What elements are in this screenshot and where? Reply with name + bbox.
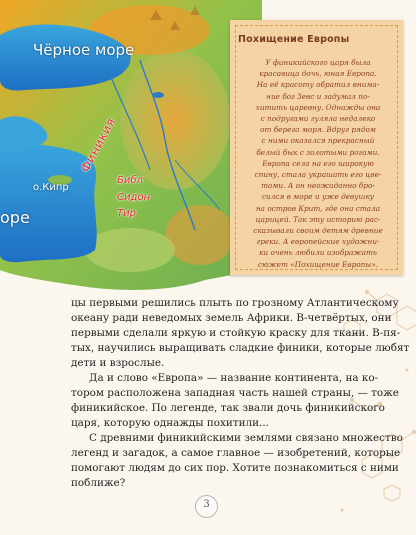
- sidebar-note: [230, 20, 403, 275]
- body-line: тором расположена западная часть нашей страны, — тоже: [71, 387, 399, 399]
- sidebar-line: сюжет «Похищение Европы».: [257, 259, 379, 269]
- body-line: С древними финикийскими землями связано множество: [89, 432, 403, 444]
- body-line: помогают людям до сих пор. Хотите познакомиться с ними: [71, 462, 399, 474]
- sidebar-line: тами. А он неожиданно бро-: [261, 181, 375, 191]
- sidebar-line: спину, стала украшать его цве-: [254, 170, 382, 180]
- body-line: царя, которую однажды похитили...: [71, 417, 269, 429]
- sidebar-line: сился в море и уже девушку: [261, 192, 375, 202]
- sea-fragment-label: оре: [0, 208, 30, 227]
- map-illustration: [0, 0, 262, 292]
- sidebar-line: ние бог Зевс и задумал по-: [266, 91, 370, 101]
- body-line: океану ради неведомых земель Африки. В-четвёртых, они: [71, 312, 392, 324]
- sidebar-line: Европа села на его широкую: [262, 158, 374, 168]
- sidebar-line: с подругами гуляла недалеко: [260, 114, 376, 124]
- sidebar-line: царицей. Так эту историю рас-: [255, 214, 381, 224]
- sidebar-line: греки. А европейские художни-: [256, 237, 380, 247]
- sidebar-line: от берега моря. Вдруг рядом: [260, 125, 376, 135]
- body-line: тых, научились выращивать сладкие финики, которые любят: [71, 342, 410, 354]
- city-byblos-label: Библ: [117, 175, 143, 186]
- cyprus-label: о.Кипр: [33, 182, 69, 193]
- sidebar-line: сказывали своим детям древние: [253, 226, 383, 236]
- body-line: финикийское. По легенде, так звали дочь финикийского: [71, 402, 385, 414]
- black-sea-label: Чёрное море: [33, 41, 135, 59]
- city-sidon-label: Сидон: [117, 192, 151, 203]
- city-tyre-label: Тир: [117, 208, 136, 219]
- body-line: Да и слово «Европа» — название континента, на ко-: [89, 372, 379, 384]
- sidebar-line: белый бык с золотыми рогами.: [256, 147, 380, 157]
- page-number-badge: [195, 495, 218, 518]
- sidebar-line: У финикийского царя была: [265, 58, 371, 67]
- phoenicia-label: Финикия: [78, 115, 119, 175]
- sidebar-text: [244, 57, 392, 270]
- sidebar-line: хитить царевну. Однажды она: [255, 102, 381, 112]
- sidebar-title: Похищение Европы: [238, 34, 350, 45]
- sidebar-line: на остров Крит, где она стала: [255, 203, 381, 213]
- sidebar-line: ки очень любили изображать: [259, 248, 377, 258]
- body-line: цы первыми решились плыть по грозному Атлантическому: [71, 297, 399, 309]
- body-line: первыми сделали яркую и стойкую краску для ткани. В-пя-: [71, 327, 401, 339]
- body-line: дети и взрослые.: [71, 357, 165, 369]
- body-line: поближе?: [71, 477, 126, 489]
- sidebar-line: красавица дочь, юная Европа.: [259, 69, 377, 79]
- sidebar-line: с ними оказался прекрасный: [261, 136, 375, 146]
- body-line: легенд и загадок, а самое главное — изобретений, которые: [71, 447, 401, 459]
- page-number: 3: [203, 499, 210, 510]
- sidebar-line: На её красоту обратил внима-: [256, 80, 380, 90]
